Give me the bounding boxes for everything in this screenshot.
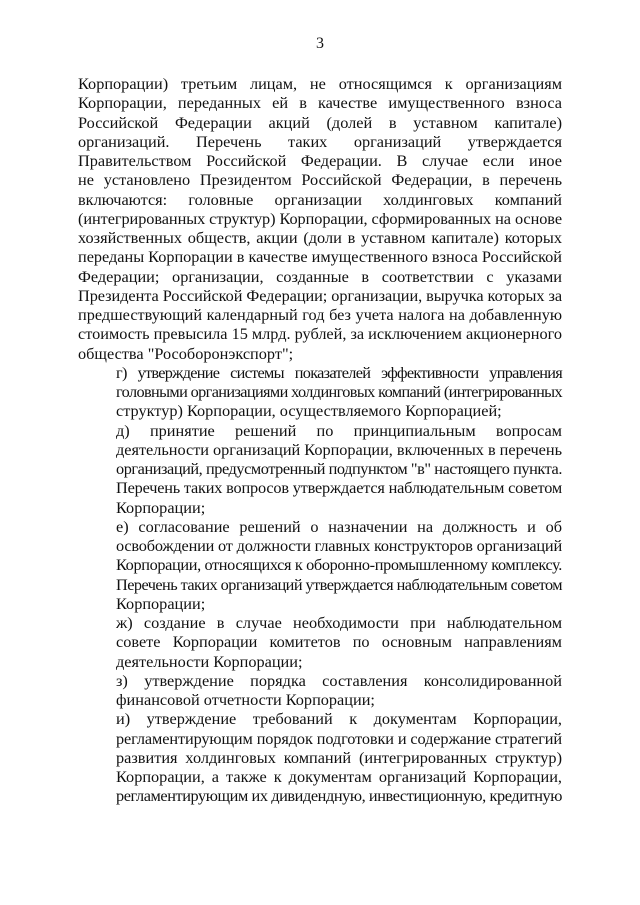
text-line: головными организациями холдинговых компаний (интегрированных (116, 382, 562, 401)
text-line: финансовой отчетности Корпорации; (116, 690, 375, 709)
text-line: г) утверждение системы показателей эффективности управления (116, 362, 562, 382)
text-line: Корпорации; (116, 593, 206, 613)
text-line: (интегрированных структур) Корпорации, сформированных на основе (78, 208, 562, 228)
document-body (78, 74, 562, 806)
text-line: Перечень таких вопросов утверждается наблюдательным советом (116, 478, 562, 498)
text-line: Федерации; организации, созданные в соответствии с указами (78, 266, 562, 286)
text-line: освобождении от должности главных конструкторов организаций (116, 536, 562, 555)
text-line: предшествующий календарный год без учета налога на добавленную (78, 305, 562, 324)
paragraph (78, 421, 562, 517)
text-line: е) согласование решений о назначении на должность и об (116, 516, 562, 536)
paragraph (78, 709, 562, 805)
text-line: Корпорации; (116, 497, 206, 517)
text-line: Президента Российской Федерации; организации, выручка которых за (78, 285, 562, 305)
text-line: хозяйственных обществ, акции (доли в уставном капитале) которых (78, 228, 562, 247)
text-line: общества "Рособоронэкспорт"; (78, 343, 294, 363)
text-line: Корпорации, переданных ей в качестве имущественного взноса (78, 93, 562, 113)
text-line: Корпорации, относящихся к оборонно-промышленному комплексу. (116, 555, 563, 575)
text-line: регламентирующим порядок подготовки и содержание стратегий (116, 728, 562, 748)
text-line: структур) Корпорации, осуществляемого Корпорацией; (116, 401, 502, 421)
text-line: деятельности Корпорации; (116, 651, 303, 671)
text-line: Правительством Российской Федерации. В случае если иное (78, 151, 562, 170)
text-line: организаций, предусмотренный подпунктом "в" настоящего пункта. (116, 459, 562, 478)
paragraph (78, 613, 562, 671)
paragraph (78, 74, 562, 363)
text-line: д) принятие решений по принципиальным вопросам (116, 420, 562, 440)
paragraph (78, 517, 562, 613)
text-line: Корпорации) третьим лицам, не относящимся к организациям (78, 74, 562, 93)
paragraph (78, 363, 562, 421)
paragraph (78, 671, 562, 710)
page-number: 3 (316, 35, 324, 52)
text-line: переданы Корпорации в качестве имущественного взноса Российской (78, 247, 562, 267)
text-line: Российской Федерации акций (долей в уставном капитале) (78, 112, 562, 132)
text-line: совете Корпорации комитетов по основным направлениям (116, 632, 562, 652)
text-line: включаются: головные организации холдинговых компаний (78, 189, 562, 209)
text-line: не установлено Президентом Российской Федерации, в перечень (78, 170, 562, 190)
text-line: организаций. Перечень таких организаций утверждается (78, 131, 562, 151)
text-line: деятельности организаций Корпорации, включенных в перечень (116, 439, 562, 459)
text-line: и) утверждение требований к документам Корпорации, (116, 709, 562, 729)
text-line: з) утверждение порядка составления консолидированной (116, 670, 562, 690)
text-line: Корпорации, а также к документам организаций Корпорации, (116, 767, 562, 786)
text-line: Перечень таких организаций утверждается наблюдательным советом (116, 574, 562, 594)
text-line: ж) создание в случае необходимости при наблюдательном (116, 613, 562, 632)
text-line: регламентирующим их дивидендную, инвестиционную, кредитную (116, 786, 562, 806)
text-line: развития холдинговых компаний (интегрированных структур) (116, 747, 562, 767)
text-line: стоимость превысила 15 млрд. рублей, за исключением акционерного (78, 324, 562, 344)
